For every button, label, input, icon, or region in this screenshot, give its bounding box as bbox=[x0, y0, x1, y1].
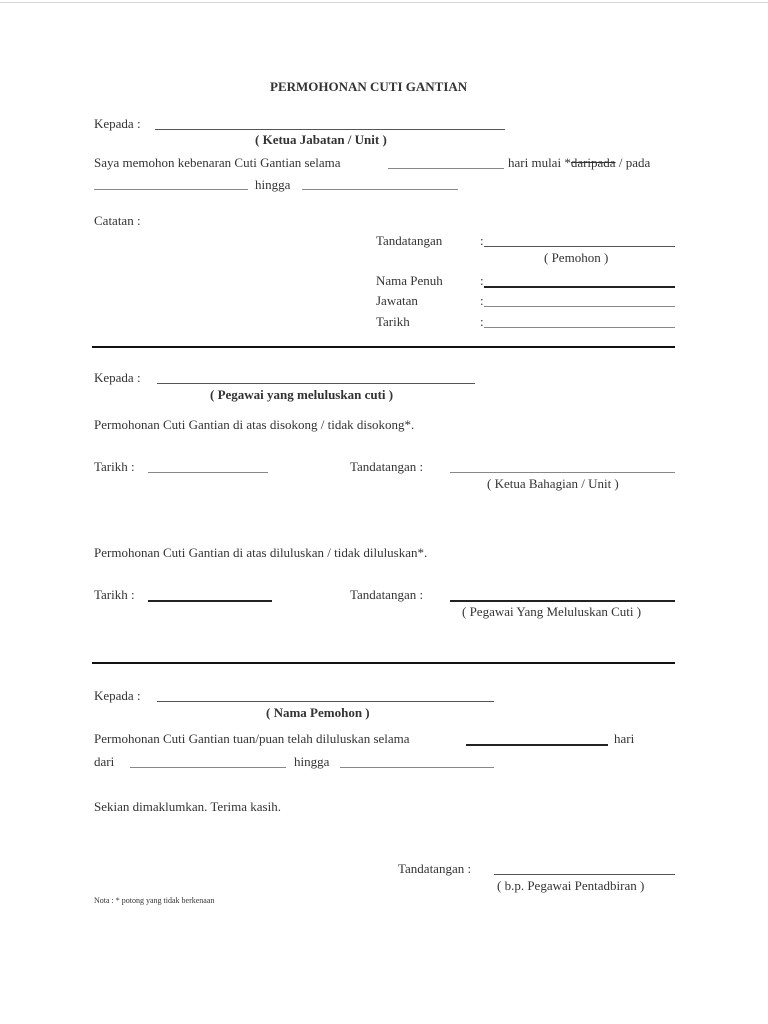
form-title: PERMOHONAN CUTI GANTIAN bbox=[270, 79, 468, 94]
pentadbiran-caption: ( b.p. Pegawai Pentadbiran ) bbox=[497, 878, 645, 893]
colon: : bbox=[480, 293, 484, 308]
kepada-label-2: Kepada : bbox=[94, 370, 141, 385]
top-border bbox=[0, 2, 768, 3]
nama-pemohon-caption: ( Nama Pemohon ) bbox=[266, 705, 370, 720]
pegawai-lulus-caption: ( Pegawai Yang Meluluskan Cuti ) bbox=[462, 604, 642, 619]
colon: : bbox=[480, 273, 484, 288]
tandatangan-label-3: Tandatangan : bbox=[350, 587, 424, 602]
hingga-field-3[interactable] bbox=[340, 767, 494, 768]
kepada-field-1[interactable] bbox=[155, 129, 505, 130]
pegawai-meluluskan-caption: ( Pegawai yang meluluskan cuti ) bbox=[210, 387, 394, 402]
ketua-signature-field[interactable] bbox=[450, 472, 675, 473]
pegawai-signature-field[interactable] bbox=[450, 600, 675, 602]
hari-label: hari bbox=[614, 731, 635, 746]
tarikh-field-3[interactable] bbox=[148, 600, 272, 602]
start-date-field[interactable] bbox=[94, 189, 248, 190]
end-date-field[interactable] bbox=[302, 189, 458, 190]
daripada-struck-text: daripada bbox=[570, 155, 616, 170]
tandatangan-label-2: Tandatangan : bbox=[350, 459, 424, 474]
ketua-jabatan-caption: ( Ketua Jabatan / Unit ) bbox=[255, 132, 387, 147]
ketua-bahagian-caption: ( Ketua Bahagian / Unit ) bbox=[487, 476, 619, 491]
dari-label: dari bbox=[94, 754, 115, 769]
jawatan-label: Jawatan bbox=[376, 293, 418, 308]
tarikh-field-1[interactable] bbox=[484, 327, 675, 328]
lulus-text: Permohonan Cuti Gantian di atas diluluskan / tidak diluluskan*. bbox=[94, 545, 428, 560]
pentadbiran-signature-field[interactable] bbox=[494, 874, 675, 875]
nota-text: Nota : * potong yang tidak berkenaan bbox=[94, 896, 215, 905]
hingga-label-1: hingga bbox=[255, 177, 291, 192]
tarikh-label-3: Tarikh : bbox=[94, 587, 135, 602]
pemohon-caption: ( Pemohon ) bbox=[544, 250, 609, 265]
colon: : bbox=[480, 233, 484, 248]
sokong-text: Permohonan Cuti Gantian di atas disokong / tidak disokong*. bbox=[94, 417, 415, 432]
hari-mulai-text: hari mulai *daripada / pada bbox=[508, 155, 651, 170]
tandatangan-label-1: Tandatangan bbox=[376, 233, 443, 248]
kepada-label-1: Kepada : bbox=[94, 116, 141, 131]
pemohon-signature-field[interactable] bbox=[484, 246, 675, 247]
nama-penuh-label: Nama Penuh bbox=[376, 273, 443, 288]
tandatangan-label-4: Tandatangan : bbox=[398, 861, 472, 876]
tarikh-label-2: Tarikh : bbox=[94, 459, 135, 474]
jawatan-field[interactable] bbox=[484, 306, 675, 307]
kepada-field-2[interactable] bbox=[157, 383, 475, 384]
tarikh-label-1: Tarikh bbox=[376, 314, 410, 329]
colon: : bbox=[480, 314, 484, 329]
dari-field[interactable] bbox=[130, 767, 286, 768]
duration-field-3[interactable] bbox=[466, 744, 608, 746]
lulus-selama-text: Permohonan Cuti Gantian tuan/puan telah diluluskan selama bbox=[94, 731, 410, 746]
request-text: Saya memohon kebenaran Cuti Gantian selama bbox=[94, 155, 341, 170]
section-divider-1 bbox=[92, 346, 675, 348]
catatan-label: Catatan : bbox=[94, 213, 141, 228]
hingga-label-3: hingga bbox=[294, 754, 330, 769]
kepada-field-3[interactable] bbox=[157, 701, 494, 702]
nama-penuh-field[interactable] bbox=[484, 286, 675, 288]
tarikh-field-2[interactable] bbox=[148, 472, 268, 473]
section-divider-2 bbox=[92, 662, 675, 664]
kepada-label-3: Kepada : bbox=[94, 688, 141, 703]
sekian-text: Sekian dimaklumkan. Terima kasih. bbox=[94, 799, 281, 814]
duration-field[interactable] bbox=[388, 168, 504, 169]
